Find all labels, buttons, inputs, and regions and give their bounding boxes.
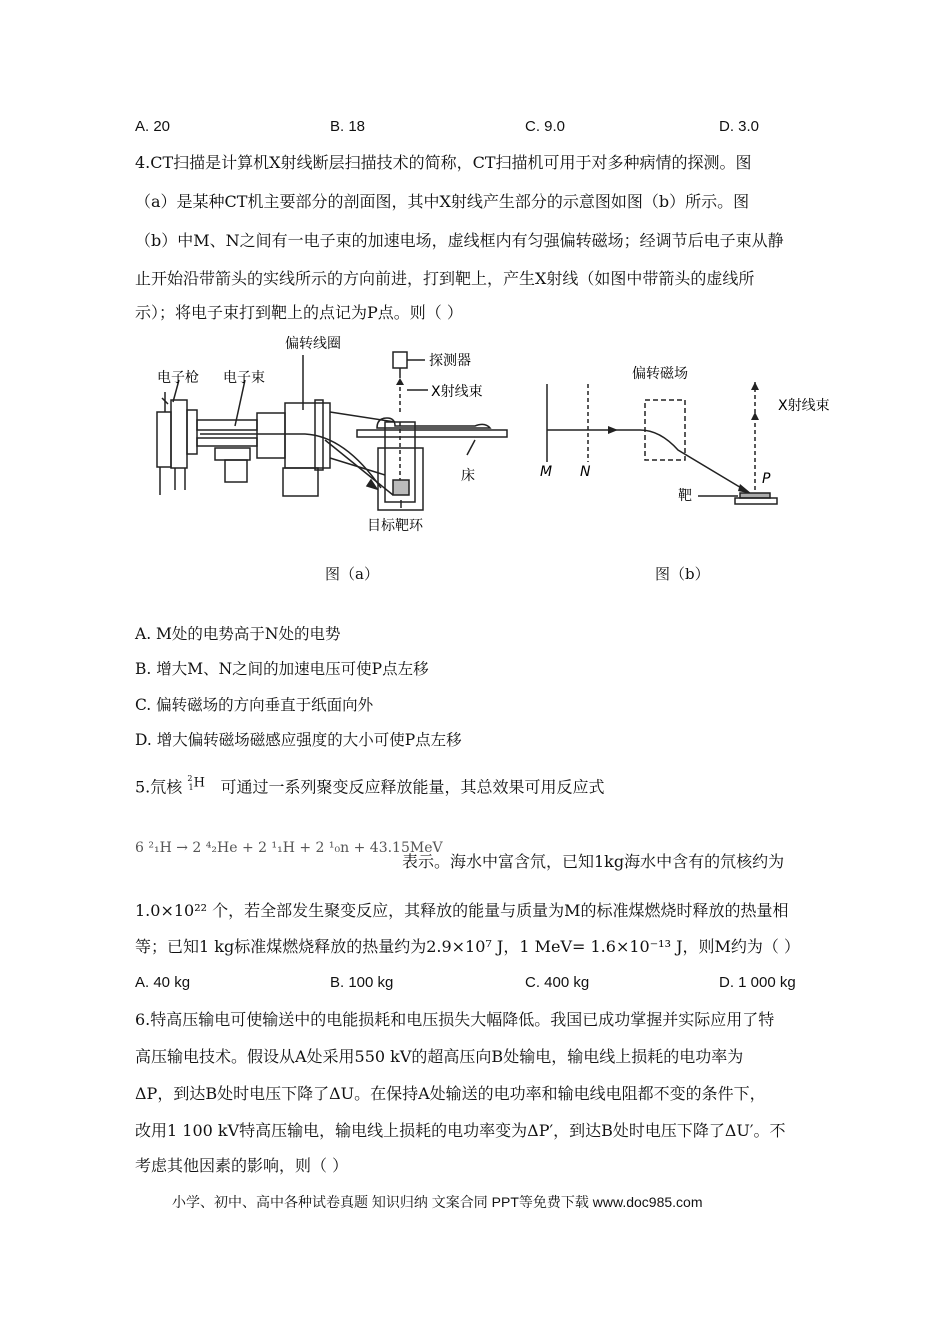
label-target-ring: 目标靶环: [367, 518, 423, 534]
label-xray-beam-a: X射线束: [431, 384, 483, 400]
q5-option-c: C. 400 kg: [525, 974, 590, 991]
q5-line-1-suffix: 可通过一系列聚变反应释放能量，其总效果可用反应式: [220, 777, 605, 797]
deuterium-symbol: $^2_1$H: [187, 774, 205, 792]
figure-b-xray-schematic: [530, 352, 850, 522]
q4-line-4: 止开始沿带箭头的实线所示的方向前进，打到靶上，产生X射线（如图中带箭头的虚线所: [135, 269, 755, 288]
q4-line-2: （a）是某种CT机主要部分的剖面图，其中X射线产生部分的示意图如图（b）所示。图: [135, 192, 750, 211]
q5-option-a: A. 40 kg: [135, 974, 191, 991]
q4-option-d: D. 增大偏转磁场磁感应强度的大小可使P点左移: [135, 731, 462, 749]
q5-line-2: 表示。海水中富含氘，已知1kg海水中含有的氘核约为: [402, 852, 785, 871]
q5-line-3: 1.0×10²² 个，若全部发生聚变反应，其释放的能量与质量为M的标准煤燃烧时释放的热量相: [135, 901, 789, 920]
figure-b-caption: 图（b）: [655, 565, 710, 583]
q4-option-b: B. 增大M、N之间的加速电压可使P点左移: [135, 660, 429, 678]
q6-line-2: 高压输电技术。假设从A处采用550 kV的超高压向B处输电，输电线上损耗的电功率为: [135, 1047, 744, 1066]
q4-option-a: A. M处的电势高于N处的电势: [135, 625, 341, 643]
q4-option-c: C. 偏转磁场的方向垂直于纸面向外: [135, 696, 374, 714]
q5-line-4: 等；已知1 kg标准煤燃烧释放的热量约为2.9×10⁷ J，1 MeV= 1.6×10⁻¹³ J，则M约为（ ）: [135, 937, 800, 956]
label-p: P: [762, 471, 771, 487]
label-detector: 探测器: [429, 353, 471, 369]
footer-watermark: 小学、初中、高中各种试卷真题 知识归纳 文案合同 PPT等免费下载 www.doc985.com: [172, 1194, 703, 1210]
label-bed: 床: [461, 468, 475, 484]
q3-option-b: B. 18: [330, 118, 366, 135]
q6-line-5: 考虑其他因素的影响，则（ ）: [135, 1156, 349, 1175]
q5-line-1: [135, 775, 604, 804]
label-xray-beam-b: X射线束: [778, 398, 830, 414]
q5-option-d: D. 1 000 kg: [719, 974, 796, 991]
figure-a-ct-machine: [145, 330, 525, 545]
q6-line-4: 改用1 100 kV特高压输电，输电线上损耗的电功率变为ΔP′，到达B处时电压下降了ΔU′。不: [135, 1121, 786, 1140]
q3-option-c: C. 9.0: [525, 118, 566, 135]
q4-line-1: 4.CT扫描是计算机X射线断层扫描技术的简称，CT扫描机可用于对多种病情的探测。图: [135, 153, 752, 172]
q5-option-b: B. 100 kg: [330, 974, 394, 991]
q4-line-5: 示）；将电子束打到靶上的点记为P点。则（ ）: [135, 303, 463, 322]
label-n: N: [580, 464, 591, 480]
q3-option-d: D. 3.0: [719, 118, 760, 135]
q3-option-a: A. 20: [135, 118, 171, 135]
label-deflection-coil: 偏转线圈: [285, 336, 341, 352]
q6-line-3: ΔP，到达B处时电压下降了ΔU。在保持A处输送的电功率和输电线电阻都不变的条件下，: [135, 1084, 766, 1103]
q4-line-3: （b）中M、N之间有一电子束的加速电场，虚线框内有匀强偏转磁场；经调节后电子束从静: [135, 231, 784, 250]
label-target: 靶: [678, 488, 692, 504]
label-m: M: [540, 464, 553, 480]
q6-line-1: 6.特高压输电可使输送中的电能损耗和电压损失大幅降低。我国已成功掌握并实际应用了特: [135, 1010, 775, 1029]
label-electron-beam: 电子束: [223, 370, 265, 386]
label-electron-gun: 电子枪: [157, 370, 199, 386]
fusion-equation: 6 ²₁H → 2 ⁴₂He + 2 ¹₁H + 2 ¹₀n + 43.15MeV: [135, 840, 443, 856]
figure-a-caption: 图（a）: [325, 565, 379, 583]
label-deflection-field: 偏转磁场: [632, 366, 688, 382]
q5-line-1-prefix: 5.氘核: [135, 777, 183, 797]
